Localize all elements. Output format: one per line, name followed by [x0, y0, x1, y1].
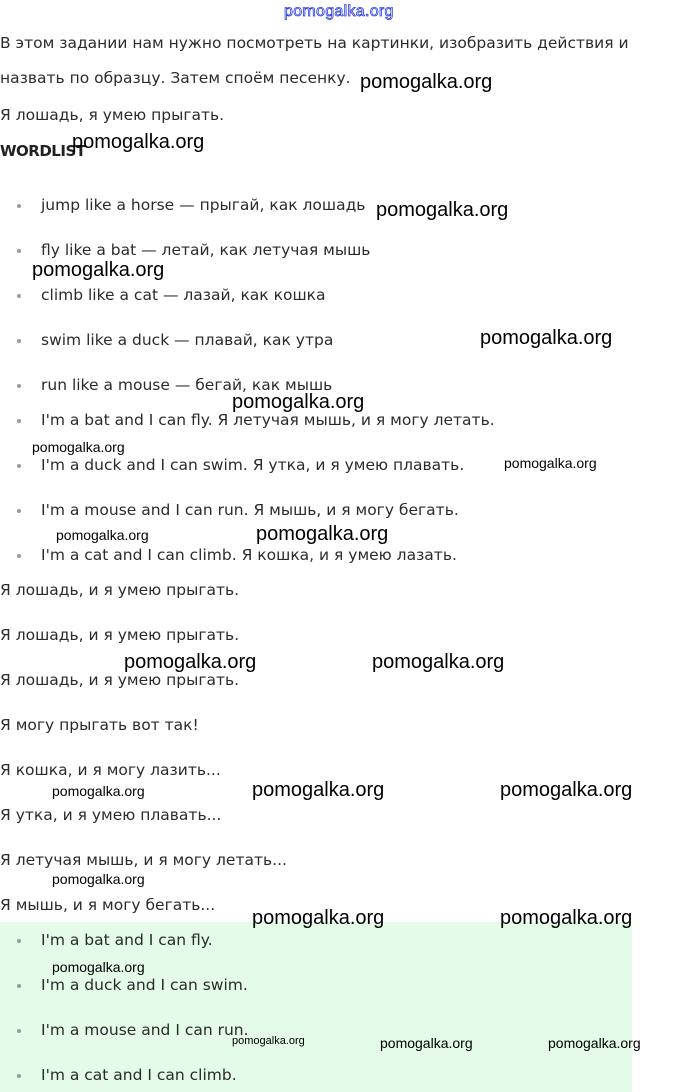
watermark: pomogalka.org	[232, 1035, 305, 1047]
watermark: pomogalka.org	[500, 779, 633, 801]
watermark: pomogalka.org	[372, 651, 505, 673]
song-line: Я кошка, и я могу лазить...	[0, 761, 221, 779]
watermark: pomogalka.org	[548, 1035, 641, 1051]
watermark: pomogalka.org	[376, 199, 509, 221]
watermark: pomogalka.org	[360, 71, 493, 93]
bullet-icon	[17, 939, 21, 943]
watermark: pomogalka.org	[256, 523, 389, 545]
bullet-icon	[17, 419, 21, 423]
watermark: pomogalka.org	[72, 131, 205, 153]
song-line: Я могу прыгать вот так!	[0, 716, 199, 734]
watermark: pomogalka.org	[124, 651, 257, 673]
bullet-icon	[17, 1074, 21, 1078]
song-line: Я лошадь, и я умею прыгать.	[0, 581, 240, 599]
bullet-icon	[17, 294, 21, 298]
bullet-icon	[17, 204, 21, 208]
intro-paragraph: В этом задании нам нужно посмотреть на картинки, изобразить действия и назвать по образцу. Затем споём песенку.	[0, 34, 629, 87]
watermark: pomogalka.org	[252, 907, 385, 929]
song-line: Я мышь, и я могу бегать...	[0, 896, 216, 914]
watermark: pomogalka.org	[32, 439, 125, 455]
bullet-icon	[17, 1029, 21, 1033]
bullet-icon	[17, 509, 21, 513]
watermark: pomogalka.org	[52, 959, 145, 975]
song-line: Я утка, и я умею плавать...	[0, 806, 222, 824]
watermark: pomogalka.org	[252, 779, 385, 801]
watermark: pomogalka.org	[504, 455, 597, 471]
watermark: pomogalka.org	[32, 259, 165, 281]
watermark: pomogalka.org	[380, 1035, 473, 1051]
song-line: Я лошадь, и я умею прыгать.	[0, 626, 240, 644]
watermark: pomogalka.org	[52, 783, 145, 799]
bullet-icon	[17, 249, 21, 253]
watermark: pomogalka.org	[480, 327, 613, 349]
bullet-icon	[17, 554, 21, 558]
page: pomogalka.org В этом задании нам нужно посмотреть на картинки, изобразить действия и назвать по образцу. Затем споём песенку. Я лошадь, я умею прыгать. WORDLIST jump like a horse — прыгай, как лошадь fly like a bat — летай, как летучая мышь climb like a cat — лазай, как кошка swim like a duck — плавай, как утра run like a mouse — бегай, как мышь I'm a bat and I can fly. Я летучая мышь, и я могу летать. I'm a duck and I can swim. Я утка, и я умею плавать. I'm a mouse and I can run. Я мышь, и я могу бегать. I'm a cat and I can climb. Я кошка, и я умею лазать. Я лошадь, и я умею прыгать. Я лошадь, и я умею прыгать. Я лошадь, и я умею прыгать. Я могу прыгать вот так! Я кошка, и я могу лазить... Я утка, и я умею плавать... Я летучая мышь, и я могу летать... Я мышь, и я могу бегать... I'm a bat and I can fly. I'm a duck and I can swim. I'm a mouse and I can run. I'm a cat and I can climb. pomogalka.org pomogalka.org pomogalka.org pomogalka.org pomogalka.org pomogalka.org pomogalka.org pomogalka.org pomogalka.org pomogalka.org pomogalka.org pomogalka.org pomogalka.org pomogalka.org pomogalka.org pomogalka.org pomogalka.org pomogalka.org pomogalka.org pomogalka.org pomogalka.org pomogalka.org	[0, 0, 680, 1092]
watermark-top: pomogalka.org	[284, 3, 394, 20]
bullet-icon	[17, 464, 21, 468]
bullet-icon	[17, 384, 21, 388]
watermark: pomogalka.org	[232, 391, 365, 413]
watermark: pomogalka.org	[56, 527, 149, 543]
bullet-icon	[17, 339, 21, 343]
song-line: Я летучая мышь, и я могу летать...	[0, 851, 287, 869]
wordlist-heading: WORDLIST	[0, 142, 86, 160]
watermark: pomogalka.org	[500, 907, 633, 929]
watermark: pomogalka.org	[52, 871, 145, 887]
sample-sentence: Я лошадь, я умею прыгать.	[0, 106, 225, 124]
bullet-icon	[17, 984, 21, 988]
song-line: Я лошадь, и я умею прыгать.	[0, 671, 240, 689]
